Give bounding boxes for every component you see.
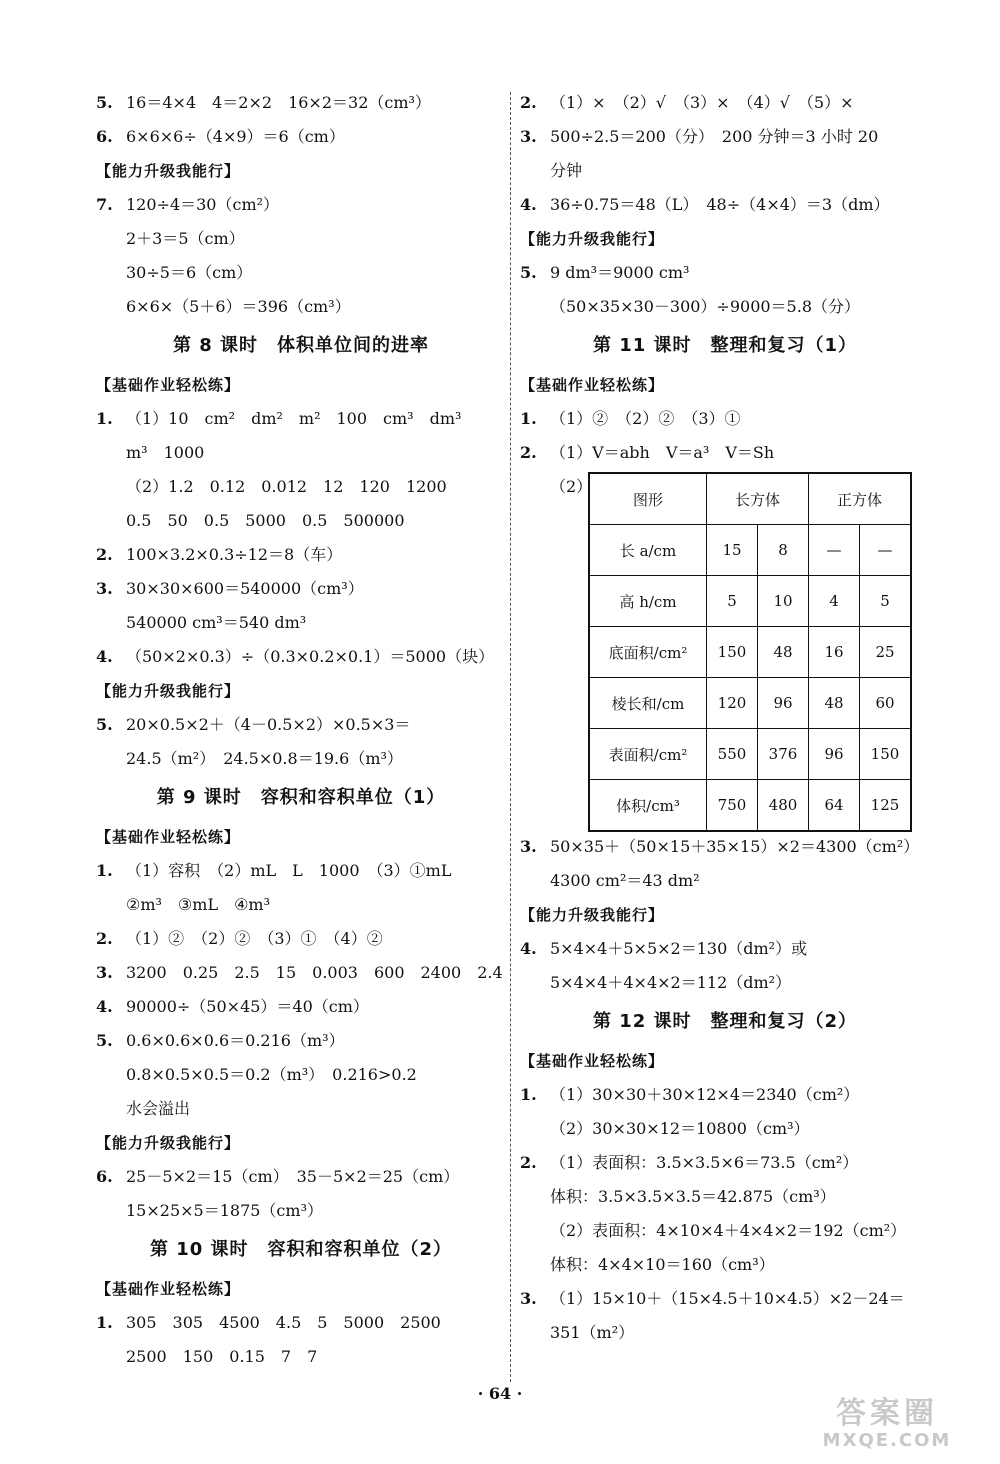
answer-line <box>96 402 506 436</box>
answer-line <box>520 1078 930 1112</box>
section-heading: 【基础作业轻松练】 <box>96 1280 241 1298</box>
table-row-label: 棱长和/cm <box>589 678 707 729</box>
answer-text: 30×30×600＝540000（cm³） <box>126 579 364 598</box>
answer-line: ②m³ ③mL ④m³ <box>126 895 271 914</box>
item-number: 5. <box>520 263 537 282</box>
answer-line: 体积：3.5×3.5×3.5＝42.875（cm³） <box>550 1187 836 1206</box>
item-number: 2. <box>520 1153 537 1172</box>
table-cell: 96 <box>758 678 809 729</box>
answer-text: （50×2×0.3）÷（0.3×0.2×0.1）＝5000（块） <box>126 647 495 666</box>
answer-line: 30÷5＝6（cm） <box>126 263 253 282</box>
item-number: 5. <box>96 1031 113 1050</box>
answer-line: 0.5 50 0.5 5000 0.5 500000 <box>126 511 405 530</box>
table-cell: 96 <box>809 729 860 780</box>
answer-line: 540000 cm³＝540 dm³ <box>126 613 307 632</box>
answer-line: （2）1.2 0.12 0.012 12 120 1200 <box>126 477 447 496</box>
table-cell: 150 <box>860 729 912 780</box>
table-cell: 15 <box>707 525 758 576</box>
answer-text: 90000÷（50×45）＝40（cm） <box>126 997 369 1016</box>
item-number: 2. <box>520 93 537 112</box>
answer-line: 分钟 <box>550 161 583 180</box>
answer-line <box>520 120 930 154</box>
answer-line <box>96 1024 506 1058</box>
item-number: 1. <box>520 1085 537 1104</box>
item-number: 5. <box>96 715 113 734</box>
item-number: 3. <box>520 837 537 856</box>
section-heading: 【能力升级我能行】 <box>520 230 665 248</box>
table-cell: 750 <box>707 780 758 832</box>
answer-line <box>96 1160 506 1194</box>
table-row-label: 体积/cm³ <box>589 780 707 832</box>
table-row <box>589 576 911 627</box>
answer-text: （1）② （2）② （3）① <box>550 409 741 428</box>
answer-line: （2）30×30×12＝10800（cm³） <box>550 1119 810 1138</box>
item-number: 1. <box>96 861 113 880</box>
table-cell: 10 <box>758 576 809 627</box>
table-header-cell: 长方体 <box>707 473 809 525</box>
item-number: 2. <box>96 545 113 564</box>
answer-line: 水会溢出 <box>126 1099 191 1118</box>
table-header-cell: 图形 <box>589 473 707 525</box>
table-cell: 125 <box>860 780 912 832</box>
table-row-label: 高 h/cm <box>589 576 707 627</box>
answer-text: 305 305 4500 4.5 5 5000 2500 <box>126 1313 441 1332</box>
table-cell: 48 <box>809 678 860 729</box>
answer-line <box>520 932 930 966</box>
lesson-title: 第 12 课时 整理和复习（2） <box>592 1011 858 1032</box>
answer-text: 36÷0.75＝48（L） 48÷（4×4）＝3（dm） <box>550 195 890 214</box>
answer-text: 25－5×2＝15（cm） 35－5×2＝25（cm） <box>126 1167 460 1186</box>
shape-table <box>588 472 912 832</box>
section-heading: 【基础作业轻松练】 <box>96 828 241 846</box>
answer-text: （1）15×10＋（15×4.5＋10×4.5）×2－24＝ <box>550 1289 905 1308</box>
answer-line <box>96 640 506 674</box>
left-column <box>96 86 506 1374</box>
answer-line <box>96 1306 506 1340</box>
watermark-logo <box>792 1398 982 1456</box>
column-divider <box>510 92 511 1382</box>
table-cell: 48 <box>758 627 809 678</box>
shape-table-block <box>520 470 930 830</box>
table-row-label: 表面积/cm² <box>589 729 707 780</box>
answer-line <box>96 188 506 222</box>
answer-line: 24.5（m²） 24.5×0.8＝19.6（m³） <box>126 749 403 768</box>
answer-line <box>520 830 930 864</box>
item-number: 3. <box>520 1289 537 1308</box>
answer-line: 4300 cm²＝43 dm² <box>550 871 700 890</box>
table-cell: 150 <box>707 627 758 678</box>
section-heading: 【能力升级我能行】 <box>96 682 241 700</box>
answer-text: （1）30×30＋30×12×4＝2340（cm²） <box>550 1085 860 1104</box>
answer-line: 体积：4×4×10＝160（cm³） <box>550 1255 775 1274</box>
table-cell: 5 <box>707 576 758 627</box>
lesson-title: 第 10 课时 容积和容积单位（2） <box>149 1239 453 1260</box>
item-number: 4. <box>520 939 537 958</box>
answer-text: 3200 0.25 2.5 15 0.003 600 2400 2.4 <box>126 963 503 982</box>
table-cell: 8 <box>758 525 809 576</box>
answer-line: （2） <box>550 477 593 496</box>
item-number: 3. <box>520 127 537 146</box>
answer-line <box>96 572 506 606</box>
table-row <box>589 525 911 576</box>
table-header-cell: 正方体 <box>809 473 912 525</box>
answer-line <box>96 708 506 742</box>
watermark-text: 答案圈 <box>836 1396 938 1431</box>
answer-line: m³ 1000 <box>126 443 205 462</box>
table-cell: 550 <box>707 729 758 780</box>
answer-line <box>520 256 930 290</box>
item-number: 3. <box>96 963 113 982</box>
table-row <box>589 678 911 729</box>
table-cell: 4 <box>809 576 860 627</box>
answer-text: （1）表面积：3.5×3.5×6＝73.5（cm²） <box>550 1153 859 1172</box>
answer-text: 0.6×0.6×0.6＝0.216（m³） <box>126 1031 345 1050</box>
item-number: 4. <box>520 195 537 214</box>
answer-line: 351（m²） <box>550 1323 635 1342</box>
item-number: 1. <box>520 409 537 428</box>
answer-line <box>520 188 930 222</box>
table-row-label: 长 a/cm <box>589 525 707 576</box>
answer-text: （1）容积 （2）mL L 1000 （3）①mL <box>126 861 452 880</box>
item-number: 3. <box>96 579 113 598</box>
lesson-title: 第 11 课时 整理和复习（1） <box>592 335 858 356</box>
answer-line <box>520 1146 930 1180</box>
lesson-title: 第 9 课时 容积和容积单位（1） <box>156 787 446 808</box>
answer-text: 500÷2.5＝200（分） 200 分钟＝3 小时 20 <box>550 127 879 146</box>
answer-line <box>96 86 506 120</box>
table-cell: — <box>860 525 912 576</box>
table-row <box>589 780 911 832</box>
table-cell: 480 <box>758 780 809 832</box>
item-number: 2. <box>520 443 537 462</box>
answer-line <box>96 956 506 990</box>
table-cell: 120 <box>707 678 758 729</box>
item-number: 4. <box>96 647 113 666</box>
item-number: 1. <box>96 409 113 428</box>
answer-line: 6×6×（5＋6）＝396（cm³） <box>126 297 351 316</box>
answer-line <box>520 402 930 436</box>
table-header-row <box>589 473 911 525</box>
item-number: 7. <box>96 195 113 214</box>
answer-text: 50×35＋（50×15＋35×15）×2＝4300（cm²） <box>550 837 920 856</box>
answer-line <box>96 854 506 888</box>
table-cell: 5 <box>860 576 912 627</box>
table-row <box>589 627 911 678</box>
table-cell: 376 <box>758 729 809 780</box>
table-cell: 25 <box>860 627 912 678</box>
item-number: 4. <box>96 997 113 1016</box>
item-number: 5. <box>96 93 113 112</box>
item-number: 2. <box>96 929 113 948</box>
lesson-title: 第 8 课时 体积单位间的进率 <box>172 335 430 356</box>
answer-text: 9 dm³＝9000 cm³ <box>550 263 690 282</box>
answer-line <box>96 990 506 1024</box>
watermark-url: MXQE.COM <box>822 1430 952 1451</box>
answer-line: （2）表面积：4×10×4＋4×4×2＝192（cm²） <box>550 1221 907 1240</box>
answer-text: 20×0.5×2＋（4－0.5×2）×0.5×3＝ <box>126 715 411 734</box>
answer-text: 6×6×6÷（4×9）＝6（cm） <box>126 127 345 146</box>
table-cell: 16 <box>809 627 860 678</box>
section-heading: 【基础作业轻松练】 <box>96 376 241 394</box>
answer-line <box>520 1282 930 1316</box>
answer-text: 120÷4＝30（cm²） <box>126 195 280 214</box>
item-number: 1. <box>96 1313 113 1332</box>
table-cell: — <box>809 525 860 576</box>
answer-line: 0.8×0.5×0.5＝0.2（m³） 0.216>0.2 <box>126 1065 417 1084</box>
section-heading: 【能力升级我能行】 <box>96 162 241 180</box>
answer-text: 100×3.2×0.3÷12＝8（车） <box>126 545 343 564</box>
page-number: · 64 · <box>477 1384 523 1403</box>
section-heading: 【能力升级我能行】 <box>520 906 665 924</box>
table-cell: 60 <box>860 678 912 729</box>
section-heading: 【基础作业轻松练】 <box>520 376 665 394</box>
answer-line: 2500 150 0.15 7 7 <box>126 1347 318 1366</box>
answer-line <box>520 436 930 470</box>
section-heading: 【能力升级我能行】 <box>96 1134 241 1152</box>
table-row-label: 底面积/cm² <box>589 627 707 678</box>
item-number: 6. <box>96 1167 113 1186</box>
answer-text: 16＝4×4 4＝2×2 16×2＝32（cm³） <box>126 93 431 112</box>
answer-line <box>96 922 506 956</box>
answer-line <box>520 86 930 120</box>
answer-text: （1）V＝abh V＝a³ V＝Sh <box>550 443 775 462</box>
answer-line: （50×35×30－300）÷9000＝5.8（分） <box>550 297 861 316</box>
table-cell: 64 <box>809 780 860 832</box>
answer-line: 15×25×5＝1875（cm³） <box>126 1201 323 1220</box>
answer-line: 2＋3＝5（cm） <box>126 229 245 248</box>
answer-line <box>96 120 506 154</box>
answer-text: （1）10 cm² dm² m² 100 cm³ dm³ <box>126 409 462 428</box>
answer-line: 5×4×4＋4×4×2＝112（dm²） <box>550 973 792 992</box>
answer-text: （1）× （2）√ （3）× （4）√ （5）× <box>550 93 854 112</box>
right-column <box>520 86 930 1350</box>
table-row <box>589 729 911 780</box>
item-number: 6. <box>96 127 113 146</box>
answer-line <box>96 538 506 572</box>
answer-text: 5×4×4＋5×5×2＝130（dm²）或 <box>550 939 808 958</box>
section-heading: 【基础作业轻松练】 <box>520 1052 665 1070</box>
answer-text: （1）② （2）② （3）① （4）② <box>126 929 383 948</box>
